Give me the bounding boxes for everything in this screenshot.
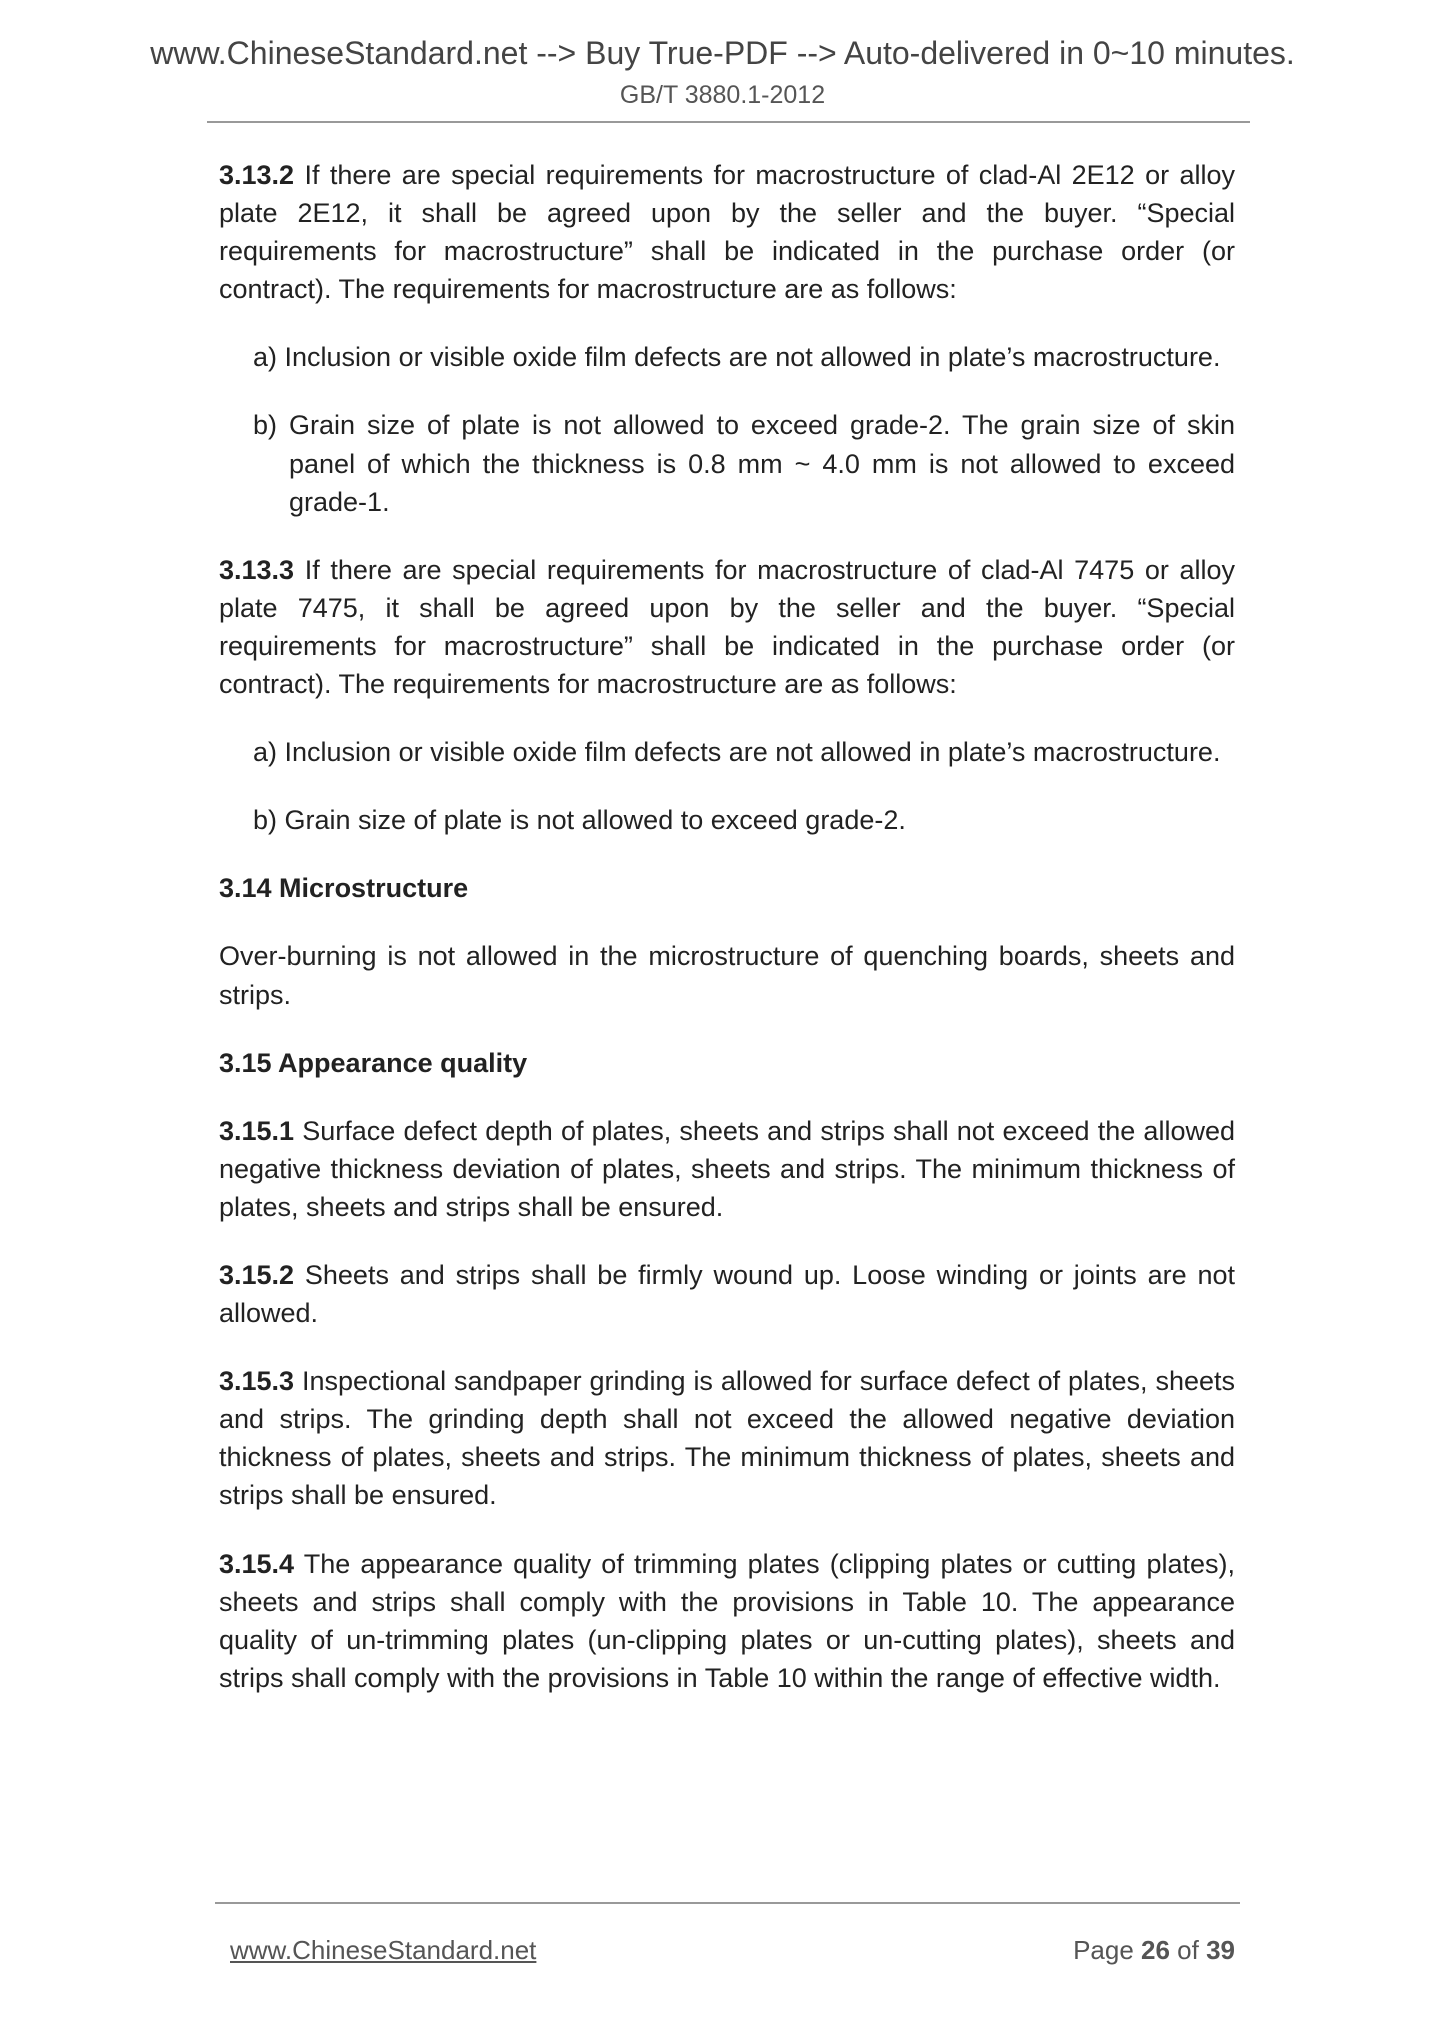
total-pages: 39 [1206,1935,1235,1965]
clause-text: Inspectional sandpaper grinding is allowed for surface defect of plates, sheets and strips. The grinding depth shall not exceed the allowed negative deviation thickness of plates, sheets and strips. The minimum thickness of plates, sheets and strips shall be ensured. [219,1366,1235,1511]
heading-3-14 [219,869,1235,907]
section-heading: 3.14 Microstructure [219,873,469,904]
current-page: 26 [1141,1935,1170,1965]
clause-number: 3.15.4 [219,1548,295,1579]
page-label: Page [1073,1935,1142,1965]
section-heading: 3.15 Appearance quality [219,1047,528,1078]
document-body [219,156,1235,1727]
standard-number: GB/T 3880.1-2012 [619,81,826,109]
clause-number: 3.13.2 [219,160,295,190]
clause-3-15-1 [219,1112,1235,1226]
clause-number: 3.15.1 [219,1115,295,1146]
clause-3-13-2 [219,156,1235,308]
clause-text: Surface defect depth of plates, sheets and strips shall not exceed the allowed negative thickness deviation of plates, sheets and strips. The minimum thickness of plates, sheets and strips shall be ensured. [219,1115,1235,1222]
list-item: a) Inclusion or visible oxide film defects are not allowed in plate’s macrostructure. [253,342,1221,373]
clause-text: If there are special requirements for macrostructure of clad-Al 2E12 or alloy plate 2E12, it shall be agreed upon by the seller and the buyer. “Special requirements for macrostructure” shall be indicated in the purchase order (or contract). The requirements for macrostructure are as follows: [219,160,1235,305]
heading-3-15 [219,1044,1235,1082]
footer-divider [215,1902,1240,1904]
header-banner: www.ChineseStandard.net --> Buy True-PDF --> Auto-delivered in 0~10 minutes. [150,35,1295,71]
paragraph: Over-burning is not allowed in the microstructure of quenching boards, sheets and strips. [219,941,1235,1010]
clause-3-15-4 [219,1545,1235,1697]
page-of: of [1169,1935,1207,1965]
footer-link[interactable]: www.ChineseStandard.net [230,1935,537,1965]
clause-3-15-2 [219,1256,1235,1332]
clause-number: 3.15.3 [219,1366,295,1397]
header-divider [207,121,1250,123]
clause-text: The appearance quality of trimming plates (clipping plates or cutting plates), sheets and strips shall comply with the provisions in Table 10. The appearance quality of un-trimming plates (un-clipping plates or un-cutting plates), sheets and strips shall comply with the provisions in Table 10 within the range of effective width. [219,1548,1235,1693]
clause-3-15-3 [219,1362,1235,1514]
clause-text: If there are special requirements for macrostructure of clad-Al 7475 or alloy plate 7475, it shall be agreed upon by the seller and the buyer. “Special requirements for macrostructure” shall be indicated in the purchase order (or contract). The requirements for macrostructure are as follows: [219,554,1235,700]
clause-text: Sheets and strips shall be firmly wound up. Loose winding or joints are not allowed. [219,1259,1235,1329]
page-number [1073,1935,1235,1966]
clause-number: 3.13.3 [219,554,295,585]
clause-3-13-3 [219,551,1235,703]
list-item: b) Grain size of plate is not allowed to exceed grade-2. The grain size of skin panel of which the thickness is 0.8 mm ~ 4.0 mm is not allowed to exceed grade-1. [253,410,1235,517]
list-item: a) Inclusion or visible oxide film defects are not allowed in plate’s macrostructure. [253,737,1221,768]
list-item: b) Grain size of plate is not allowed to exceed grade-2. [253,805,906,836]
clause-number: 3.15.2 [219,1259,295,1290]
